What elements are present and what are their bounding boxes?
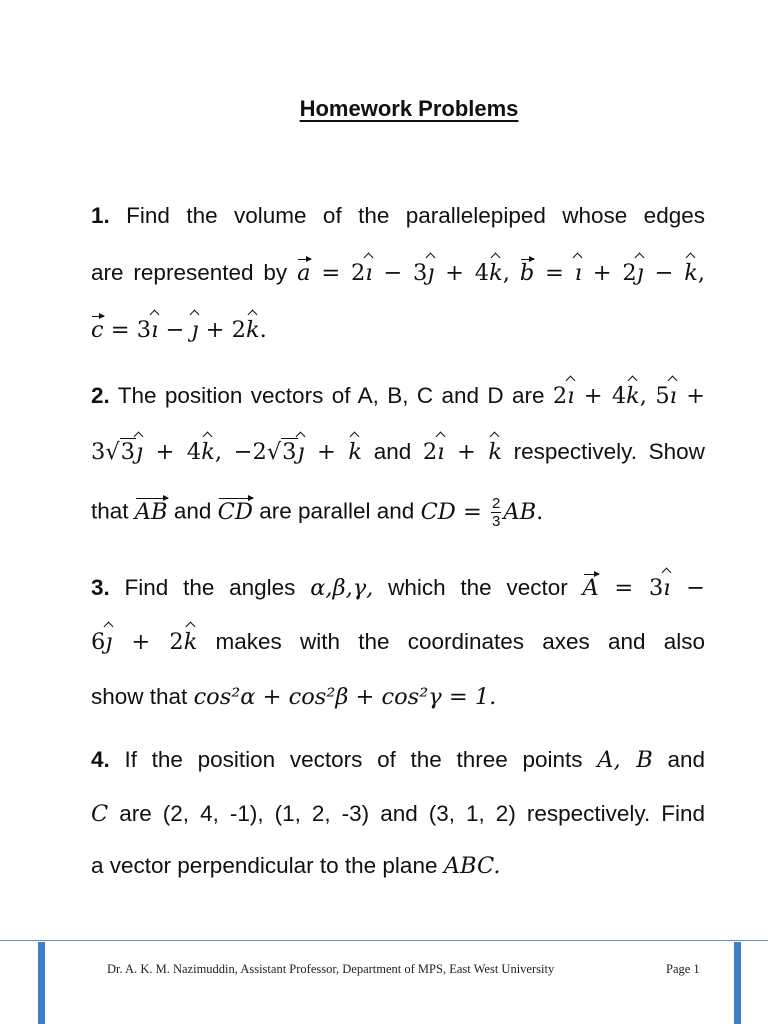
position-b-end: 3√3ȷ + 4k, [91,439,223,465]
point-c: C [91,801,109,827]
position-a: 2ı + 4k, [552,383,647,409]
problem-3-text-4: show that [91,684,188,709]
problem-1-line-2 [91,258,705,288]
points-ab: A, B [597,747,653,773]
position-d: 2ı + k [422,439,502,465]
problem-3-text-3: makes with the coordinates axes and also [215,629,705,654]
problem-4-text-2: and [667,747,705,772]
problem-3-line-2 [91,627,705,657]
vector-cd: CD [217,498,253,525]
problem-2-text-6: and [173,498,212,524]
vector-c: c = 3ı − ȷ + 2k. [91,317,267,343]
cd-equation: CD = $\frac{2}{3}$ AB. [420,495,544,530]
problem-3-text-1: Find the angles [124,575,296,600]
vector-A-cont: 6ȷ + 2k [91,629,198,655]
vector-b: b = ı + 2ȷ − k, [519,260,705,286]
angles-symbols: α,β,γ, [310,575,374,601]
problem-2-text-2: and [373,439,412,464]
problem-1-text-1: Find the volume of the parallelepiped whose edges [126,203,705,228]
cosine-identity: cos²α + cos²β + cos²γ = 1. [193,684,497,710]
problem-2-line-1 [91,381,705,411]
vector-A: A = 3ı − [582,575,705,601]
problem-2-text-3: respectively. [513,439,637,464]
problem-2-text-7: are parallel and [259,498,415,524]
problem-1-number: 1. [91,203,110,228]
problem-2-line-3 [91,495,705,530]
vector-ab: AB [134,498,168,525]
problem-2-text-4: Show [648,439,705,464]
problem-2-text-1: The position vectors of A, B, C and D are [117,383,545,408]
problem-3-text-2: which the vector [388,575,568,600]
problem-3-line-1 [91,573,705,603]
problem-1-line-1 [91,201,705,231]
footer-page-number: Page 1 [666,962,700,976]
problem-4-number: 4. [91,747,110,772]
problem-4-text-4: a vector perpendicular to the plane [91,853,438,878]
footer-author: Dr. A. K. M. Nazimuddin, Assistant Professor, Department of MPS, East West University [107,962,555,976]
fraction-denominator: 3 [492,513,501,530]
footer-divider [0,940,768,941]
position-c: −2√3ȷ + k [233,439,363,465]
problem-1-line-3 [91,315,705,345]
footer-right-bar [734,942,741,1024]
page-title: Homework Problems [299,96,519,121]
problem-2-line-2 [91,437,705,467]
problem-3-number: 3. [91,575,110,600]
plane-abc: ABC. [443,853,501,879]
footer-left-bar [38,942,45,1024]
problem-4-line-1 [91,745,705,775]
problem-3-line-3 [91,682,705,712]
problem-2-number: 2. [91,383,110,408]
problem-4-text-1: If the position vectors of the three points [124,747,583,772]
problem-1-text-2: are represented by [91,260,288,285]
position-b-start: 5ı + [655,383,705,409]
problem-4-line-3 [91,851,705,881]
fraction-numerator: 2 [492,495,501,512]
problem-2-text-5: that [91,498,129,524]
problem-4-text-3: are (2, 4, -1), (1, 2, -3) and (3, 1, 2) respectively. Find [119,801,705,826]
vector-a: a = 2ı − 3ȷ + 4k, [297,260,510,286]
problem-4-line-2 [91,799,705,829]
